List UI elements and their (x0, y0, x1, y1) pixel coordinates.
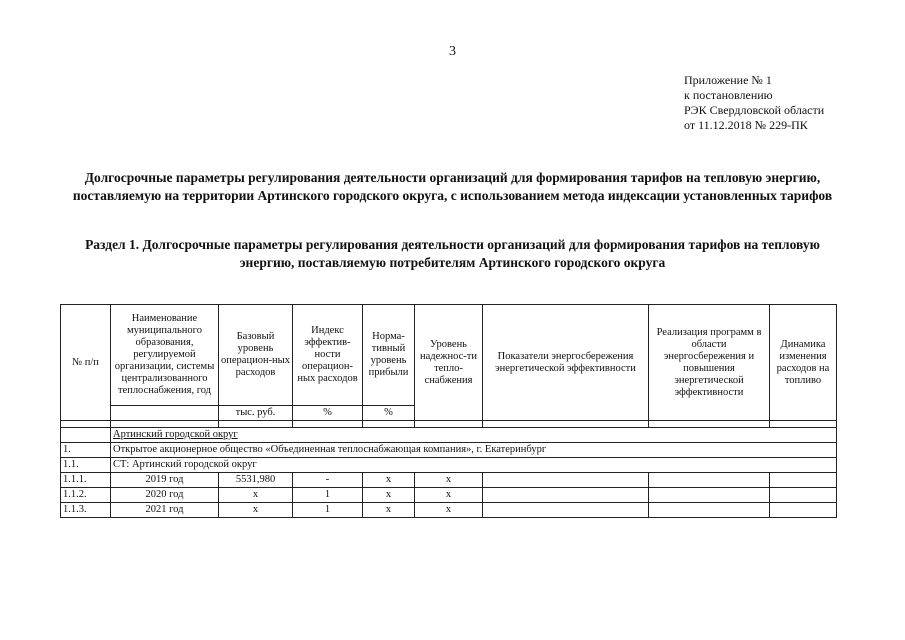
appendix-line-4: от 11.12.2018 № 229-ПК (684, 118, 808, 132)
header-reliability: Уровень надежнос-ти тепло-снабжения (415, 305, 483, 421)
row-num: 1.1.2. (61, 488, 111, 503)
header-num: № п/п (61, 305, 111, 421)
row-fuel (770, 488, 837, 503)
appendix-line-2: к постановлению (684, 88, 773, 102)
system-row (61, 458, 837, 473)
district-name: Артинский городской округ (113, 429, 238, 440)
page-number: 3 (449, 44, 456, 59)
row-energy (483, 473, 649, 488)
header-fuel: Динамика изменения расходов на топливо (770, 305, 837, 421)
row-year: 2021 год (111, 503, 219, 518)
units-index: % (293, 406, 363, 421)
row-programs (649, 488, 770, 503)
row-programs (649, 473, 770, 488)
row-energy (483, 503, 649, 518)
row-base: х (219, 488, 293, 503)
row-year: 2019 год (111, 473, 219, 488)
section-title: Раздел 1. Долгосрочные параметры регулирования деятельности организаций для формирования тарифов на тепловую энергию, поставляемую потребителям Артинского городского округа (85, 237, 820, 270)
district-row (61, 428, 837, 443)
header-base: Базовый уровень операцион-ных расходов (219, 305, 293, 406)
units-base: тыс. руб. (219, 406, 293, 421)
row-reliability: х (415, 473, 483, 488)
row-profit: х (363, 473, 415, 488)
organization-row (61, 443, 837, 458)
header-programs: Реализация программ в области энергосбережения и повышения энергетической эффективности (649, 305, 770, 421)
document-title: Долгосрочные параметры регулирования деятельности организаций для формирования тарифов на тепловую энергию, поставляемую на территории Артинского городского округа, с использованием метода индексации установленных тарифов (72, 170, 833, 203)
table-row (61, 488, 837, 503)
row-energy (483, 488, 649, 503)
row-index: - (293, 473, 363, 488)
parameters-table (60, 304, 837, 518)
row-base: х (219, 503, 293, 518)
row-year: 2020 год (111, 488, 219, 503)
row-base: 5531,980 (219, 473, 293, 488)
header-energy: Показатели энергосбережения энергетической эффективности (483, 305, 649, 421)
system-num: 1.1. (61, 458, 111, 473)
row-profit: х (363, 503, 415, 518)
table-row (61, 473, 837, 488)
row-num: 1.1.3. (61, 503, 111, 518)
header-index: Индекс эффектив-ности операцион-ных расходов (293, 305, 363, 406)
units-name (111, 406, 219, 421)
appendix-note (684, 73, 824, 133)
appendix-line-3: РЭК Свердловской области (684, 103, 825, 117)
header-profit: Норма-тивный уровень прибыли (363, 305, 415, 406)
units-profit: % (363, 406, 415, 421)
row-reliability: х (415, 503, 483, 518)
row-index: 1 (293, 488, 363, 503)
row-num: 1.1.1. (61, 473, 111, 488)
table-header-row (61, 305, 837, 406)
row-profit: х (363, 488, 415, 503)
row-programs (649, 503, 770, 518)
table-row (61, 503, 837, 518)
row-fuel (770, 503, 837, 518)
org-name: Открытое акционерное общество «Объединенная теплоснабжающая компания», г. Екатеринбург (111, 443, 837, 458)
row-fuel (770, 473, 837, 488)
appendix-line-1: Приложение № 1 (684, 73, 772, 87)
separator-row (61, 421, 837, 428)
org-num: 1. (61, 443, 111, 458)
row-reliability: х (415, 488, 483, 503)
header-name: Наименование муниципального образования, регулируемой организации, системы централизованного теплоснабжения, год (111, 305, 219, 406)
row-index: 1 (293, 503, 363, 518)
system-name: СТ: Артинский городской округ (111, 458, 837, 473)
